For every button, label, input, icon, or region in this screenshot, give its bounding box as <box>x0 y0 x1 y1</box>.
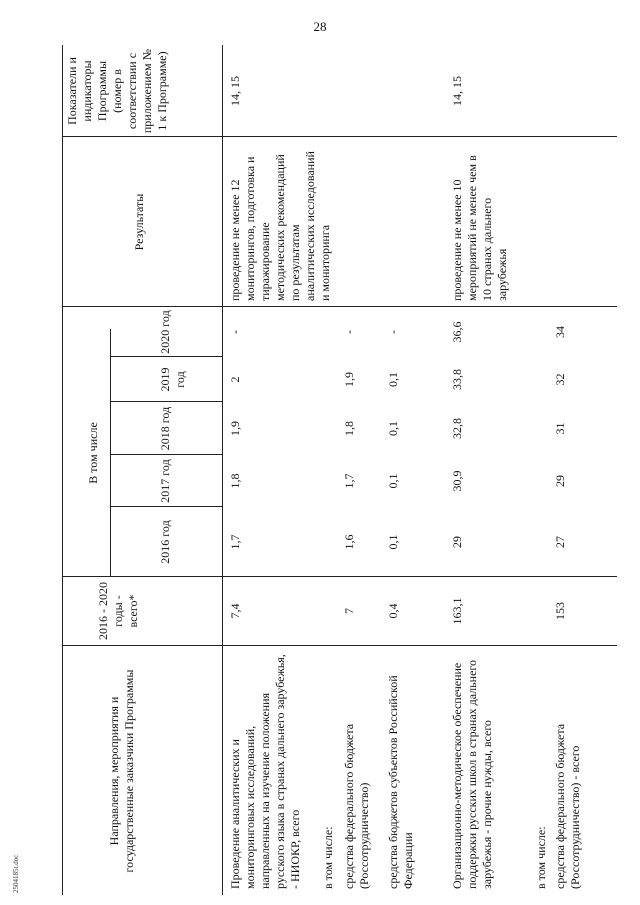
rule-col-2020 <box>110 356 222 357</box>
row-research-regional-2016: 0,1 <box>386 534 400 550</box>
rule-top <box>62 45 63 895</box>
header-year-2020: 2020 год <box>158 310 172 354</box>
rule-col-2016 <box>62 576 617 577</box>
row-schools-2016: 29 <box>450 536 464 548</box>
row-research-2020: - <box>228 330 242 334</box>
rule-col-2017 <box>110 506 222 507</box>
row-research-regional-2017: 0,1 <box>386 473 400 489</box>
header-year-2016: 2016 год <box>158 520 172 564</box>
header-direction: Направления, мероприятия и государственные заказчики Программы <box>107 669 136 873</box>
row-research-federal-2016: 1,6 <box>342 534 356 550</box>
row-research-regional-label: средства бюджетов субъектов Российской Федерации <box>386 675 415 889</box>
rule-col-results <box>62 306 617 307</box>
row-schools-federal-2017: 29 <box>553 475 567 487</box>
row-research-results: проведение не менее 12 мониторингов, подготовка и тиражирование методических рекомендаций по результатам аналитических исследований и мониторинга <box>228 151 332 301</box>
row-research-regional-total: 0,4 <box>386 603 400 619</box>
rule-header-bottom <box>222 45 223 895</box>
rule-including <box>110 329 111 577</box>
row-schools-2017: 30,9 <box>450 470 464 492</box>
rule-col-2018 <box>110 454 222 455</box>
header-indicators: Показатели и индикаторы Программы (номер в соответствии с приложением № 1 к Программе) <box>65 48 169 134</box>
row-schools-total: 163,1 <box>450 597 464 625</box>
page-number: 28 <box>313 19 327 34</box>
row-schools-sub-intro: в том числе: <box>534 826 548 889</box>
row-research-2018: 1,9 <box>228 421 242 436</box>
row-research-regional-2019: 0,1 <box>386 372 400 387</box>
row-research-sub-intro: в том числе: <box>321 826 335 889</box>
row-schools-label: Организационно-методическое обеспечение поддержки русских школ в странах дальнего зарубежья - прочие нужды, всего <box>450 659 494 889</box>
row-schools-federal-2019: 32 <box>553 373 567 386</box>
row-schools-federal-2016: 27 <box>553 536 567 548</box>
row-research-2017: 1,8 <box>228 473 242 489</box>
row-schools-results: проведение не менее 10 мероприятий не менее чем в 10 странах дальнего зарубежья <box>450 155 509 301</box>
row-research-2016: 1,7 <box>228 534 242 550</box>
row-schools-federal-2018: 31 <box>553 422 567 435</box>
row-schools-federal-total: 153 <box>553 602 567 620</box>
header-total: 2016 - 2020 годы - всего* <box>96 582 140 640</box>
header-year-2019: 2019 год <box>158 367 187 392</box>
rule-col-2019 <box>110 401 222 402</box>
row-research-federal-2020: - <box>342 330 356 334</box>
row-research-federal-2019: 1,9 <box>342 372 356 387</box>
row-schools-federal-label: средства федерального бюджета (Россотрудничество) - всего <box>553 723 582 889</box>
row-research-2019: 2 <box>228 376 242 383</box>
header-year-2017: 2017 год <box>158 459 172 503</box>
row-schools-2019: 33,8 <box>450 369 464 390</box>
row-research-label: Проведение аналитических и мониторинговых исследований, направленных на изучение положения русского языка в странах дальнего зарубежья, - НИОКР, всего <box>228 654 302 889</box>
header-results: Результаты <box>132 193 146 251</box>
row-research-federal-label: средства федерального бюджета (Россотрудничество) <box>342 723 371 889</box>
row-research-regional-2018: 0,1 <box>386 421 400 436</box>
document-id: 2504185t.doc <box>12 854 20 893</box>
row-schools-2020: 36,6 <box>450 321 464 343</box>
header-year-2018: 2018 год <box>158 406 172 451</box>
program-table <box>62 45 617 895</box>
header-including: В том числе <box>86 422 100 484</box>
row-research-indicators: 14, 15 <box>228 76 242 106</box>
rule-col-indicators <box>62 136 617 137</box>
row-research-federal-2018: 1,8 <box>342 421 356 436</box>
row-schools-2018: 32,8 <box>450 418 464 439</box>
rule-col-total <box>62 645 617 646</box>
row-schools-indicators: 14, 15 <box>450 76 464 106</box>
row-research-federal-total: 7 <box>342 608 356 614</box>
row-research-federal-2017: 1,7 <box>342 473 356 489</box>
row-research-regional-2020: - <box>386 330 400 334</box>
row-research-total: 7,4 <box>228 603 242 619</box>
row-schools-federal-2020: 34 <box>553 326 567 338</box>
